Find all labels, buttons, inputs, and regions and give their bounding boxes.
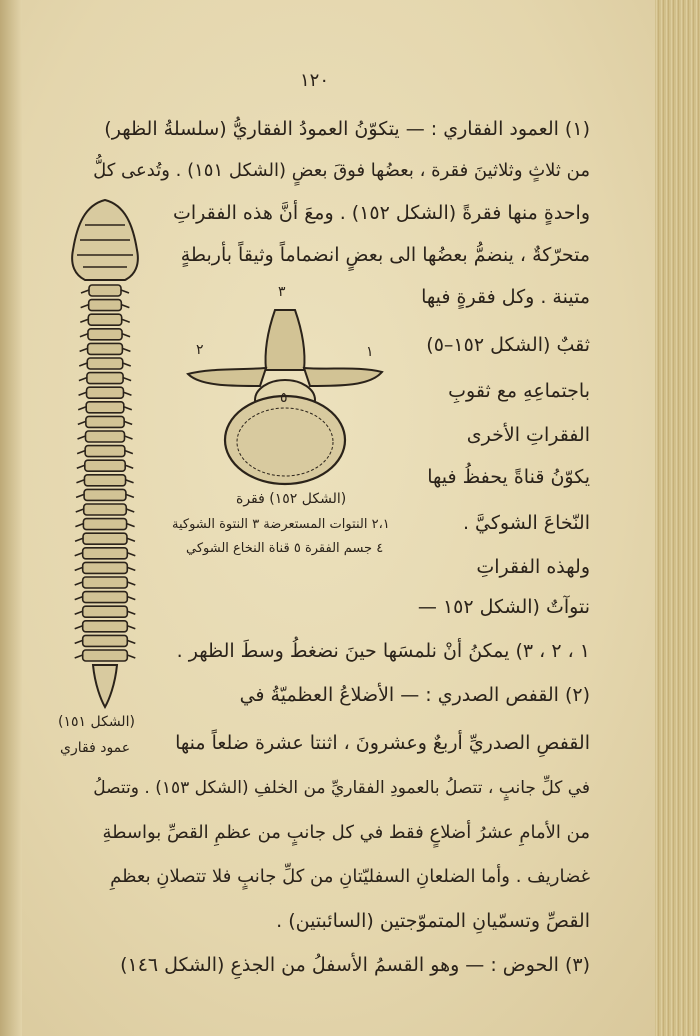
vertebra-segment — [84, 475, 125, 486]
vertebra-segment — [83, 548, 128, 559]
text-line: القصِّ وتسمّيانِ المتموّجتين (السائبتين) . — [276, 910, 590, 932]
vertebra-segment — [88, 314, 121, 325]
spine-illustration — [55, 195, 155, 715]
page-gutter — [0, 0, 22, 1036]
vertebra-segment — [83, 635, 128, 646]
vertebra-segment — [83, 519, 126, 530]
text-line: الفقراتِ الأخرى — [466, 424, 590, 446]
fig152-number-5: ٥ — [280, 390, 288, 406]
text-line: متينة . وكل فقرةٍ فيها — [421, 286, 590, 308]
text-line: يكوّنُ قناةً يحفظُ فيها — [427, 466, 590, 488]
text-line: واحدةٍ منها فقرةً (الشكل ١٥٢) . ومعَ أنَّ هذه الفقراتِ — [172, 202, 590, 224]
page-stack-edge — [655, 0, 700, 1036]
text-line: من الأمامِ عشرُ أضلاعٍ فقط في كل جانبٍ من عظمِ القصِّ بواسطةِ — [102, 822, 590, 843]
text-line: (٣) الحوض : — وهو القسمُ الأسفلُ من الجذعِ (الشكل ١٤٦) — [120, 954, 590, 976]
fig152-legend-2: ٤ جسم الفقرة ٥ قناة النخاع الشوكي — [186, 541, 384, 556]
vertebra-segment — [83, 562, 128, 573]
text-line: ولهذه الفقراتِ — [476, 556, 590, 578]
text-line: القفصِ الصدريِّ أربعٌ وعشرونَ ، اثنتا عشرة ضلعاً منها — [175, 732, 590, 754]
fig152-legend-1: ٢،١ النتوات المستعرضة ٣ النتوة الشوكية — [172, 517, 390, 532]
vertebra-segment — [85, 446, 125, 457]
vertebra-segment — [84, 489, 126, 500]
vertebra-segment — [86, 431, 125, 442]
vertebra-segment — [86, 402, 124, 413]
vertebra-segment — [87, 358, 123, 369]
text-line: (١) العمود الفقاري : — يتكوّنُ العمودُ الفقاريُّ (سلسلةُ الظهر) — [104, 118, 590, 140]
text-line: في كلِّ جانبٍ ، تتصلُ بالعمودِ الفقاريِّ من الخلفِ (الشكل ١٥٣) . وتتصلُ — [93, 778, 590, 798]
fig151-caption: عمود فقاري — [60, 740, 131, 756]
vertebra-segment — [83, 606, 128, 617]
fig151-label: (الشكل ١٥١) — [58, 714, 135, 730]
text-line: النّخاعَ الشوكيَّ . — [462, 512, 590, 534]
vertebra-segment — [83, 621, 128, 632]
fig152-number-2: ٢ — [196, 342, 204, 358]
vertebra-segment — [85, 460, 125, 471]
fig152-label: (الشكل ١٥٢) فقرة — [236, 491, 347, 507]
text-line: من ثلاثٍ وثلاثينَ فقرة ، بعضُها فوقَ بعضٍ (الشكل ١٥١) . وتُدعى كلُّ — [93, 160, 590, 181]
vertebra-segment — [86, 416, 124, 427]
vertebra-segment — [87, 373, 123, 384]
text-line: ١ ، ٢ ، ٣) يمكنُ أنْ نلمسَها حينَ نضغطُ وسطَ الظهر . — [176, 640, 590, 662]
text-line: غضاريف . وأما الضلعانِ السفليّتانِ من كلِّ جانبٍ فلا تتصلانِ بعظمِ — [110, 866, 590, 887]
vertebra-segment — [88, 329, 122, 340]
vertebra-segment — [83, 533, 127, 544]
vertebra-segment — [83, 577, 128, 588]
fig152-number-1: ١ — [366, 344, 374, 360]
text-line: باجتماعِهِ مع ثقوبِ — [448, 380, 590, 402]
vertebra-segment — [83, 592, 128, 603]
text-line: نتوآتٌ (الشكل ١٥٢ — — [417, 596, 590, 618]
page-number: ١٢٠ — [300, 70, 330, 91]
vertebra-segment — [83, 650, 128, 661]
vertebra-segment — [89, 300, 122, 311]
vertebra-segment — [89, 285, 121, 296]
text-line: متحرّكةٌ ، ينضمُّ بعضُها الى بعضٍ انضماماً وثيقاً بأربطةٍ — [180, 244, 590, 266]
vertebra-segment — [84, 504, 127, 515]
vertebra-segment — [88, 343, 123, 354]
vertebra-segment — [87, 387, 124, 398]
text-line: (٢) القفص الصدري : — الأضلاعُ العظميّةُ في — [239, 684, 590, 706]
text-line: ثقبٌ (الشكل ١٥٢–٥) — [426, 334, 590, 356]
fig152-number-3: ٣ — [278, 284, 286, 300]
